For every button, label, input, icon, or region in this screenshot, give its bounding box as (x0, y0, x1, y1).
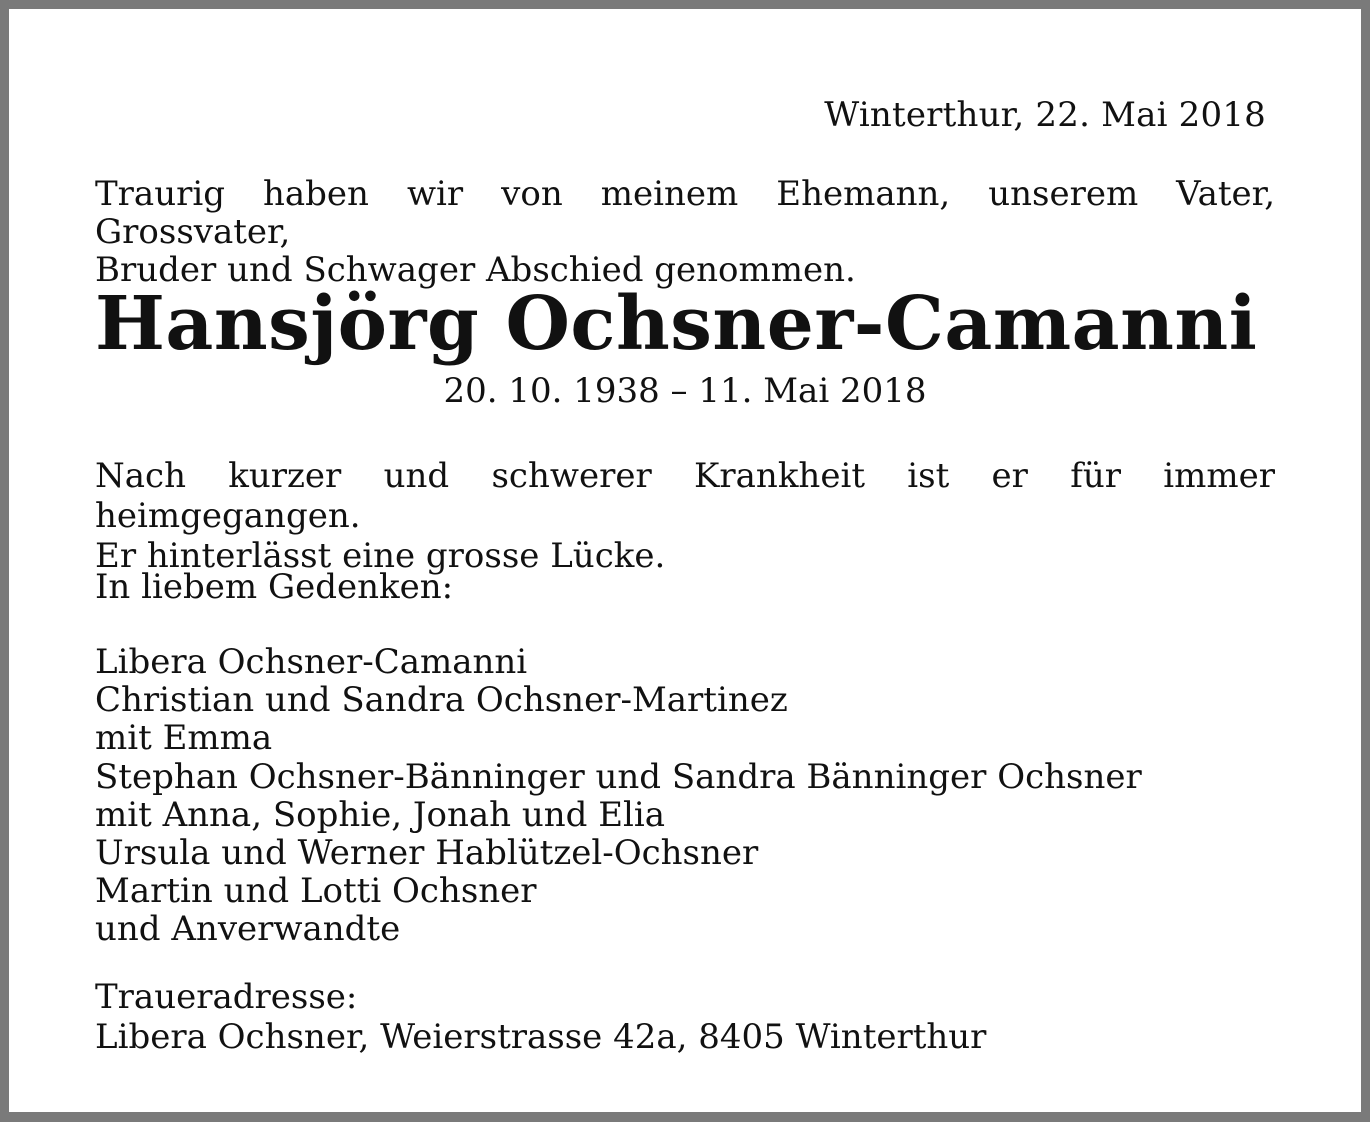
remembrance-heading: In liebem Gedenken: (95, 567, 454, 607)
mourner-entry: Martin und Lotti Ochsner (95, 871, 537, 912)
mourner-entry: mit Emma (95, 718, 273, 759)
obituary-notice (9, 9, 1361, 1112)
mourner-entry: Libera Ochsner-Camanni (95, 642, 528, 682)
address-label: Traueradresse: (95, 977, 358, 1017)
mourner-entry: Ursula und Werner Hablützel-Ochsner (95, 833, 759, 874)
message-line: Nach kurzer und schwerer Krankheit ist er für immer heimgegangen. (95, 456, 1275, 536)
deceased-name: Hansjörg Ochsner-Camanni (95, 281, 1258, 367)
lifespan-dates: 20. 10. 1938 – 11. Mai 2018 (443, 371, 927, 411)
mourner-entry: mit Anna, Sophie, Jonah und Elia (95, 794, 666, 835)
place-date: Winterthur, 22. Mai 2018 (824, 95, 1266, 135)
mourner-entry: und Anverwandte (95, 909, 401, 950)
mourning-address (95, 977, 986, 1057)
message-paragraph (95, 456, 1275, 576)
intro-line: Traurig haben wir von meinem Ehemann, unserem Vater, Grossvater, (95, 174, 1275, 252)
message-line: Er hinterlässt eine grosse Lücke. (95, 536, 666, 576)
intro-line: Bruder und Schwager Abschied genommen. (95, 250, 856, 290)
intro-paragraph (95, 175, 1275, 289)
mourner-entry: Christian und Sandra Ochsner-Martinez (95, 680, 788, 721)
mourner-entry: Stephan Ochsner-Bänninger und Sandra Bänninger Ochsner (95, 756, 1142, 797)
mourners-list (95, 643, 1142, 949)
address-value: Libera Ochsner, Weierstrasse 42a, 8405 Winterthur (95, 1017, 987, 1057)
